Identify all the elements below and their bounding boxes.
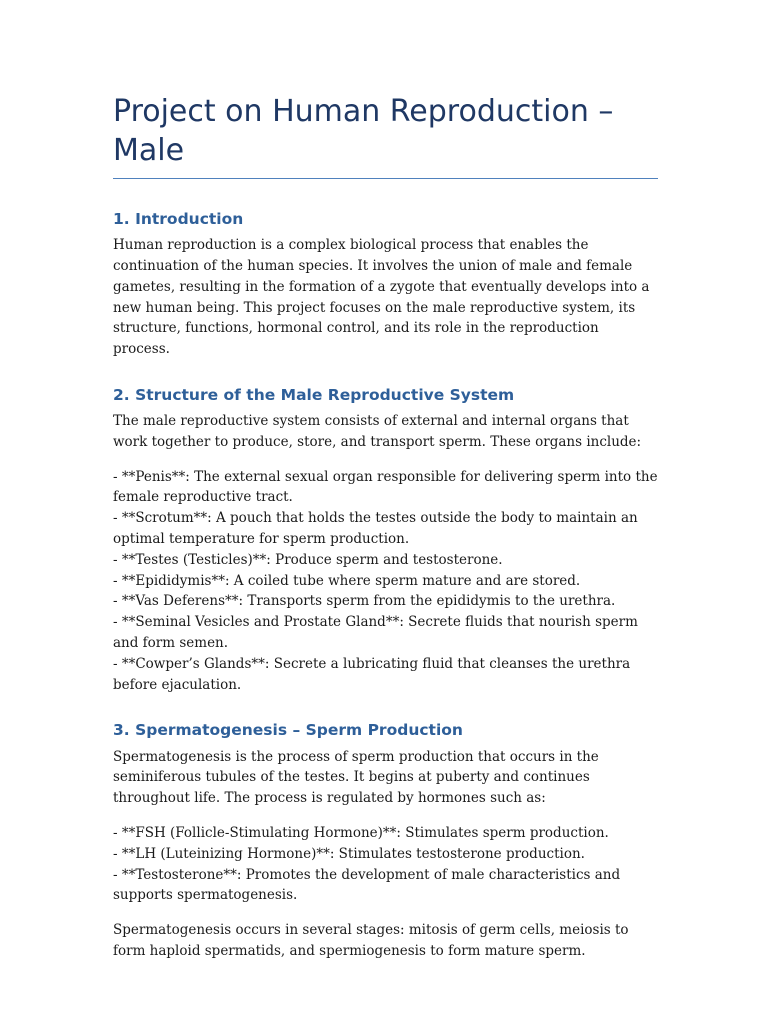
list-item: - **Seminal Vesicles and Prostate Gland**: Secrete fluids that nourish sperm and form semen.	[113, 614, 638, 652]
document-body	[113, 92, 658, 976]
list-item: - **Testes (Testicles)**: Produce sperm and testosterone.	[113, 551, 503, 568]
list-item: - **LH (Luteinizing Hormone)**: Stimulates testosterone production.	[113, 845, 585, 862]
section-paragraph: Human reproduction is a complex biological process that enables the continuation of the human species. It involves the union of male and female gametes, resulting in the formation of a zygote that eventually develops into a new human being. This project focuses on the male reproductive system, its structure, functions, hormonal control, and its role in the reproduction process.	[113, 237, 650, 358]
list-item: - **FSH (Follicle-Stimulating Hormone)**: Stimulates sperm production.	[113, 824, 609, 841]
list-item: - **Epididymis**: A coiled tube where sperm mature and are stored.	[113, 572, 581, 589]
section-heading: 1. Introduction	[113, 210, 244, 228]
page-title: Project on Human Reproduction – Male	[113, 92, 658, 179]
section-outro: Spermatogenesis occurs in several stages: mitosis of germ cells, meiosis to form haploid spermatids, and spermiogenesis to form mature sperm.	[113, 922, 629, 959]
list-item: - **Penis**: The external sexual organ responsible for delivering sperm into the female reproductive tract.	[113, 468, 658, 506]
organ-list	[113, 467, 658, 696]
list-item: - **Vas Deferens**: Transports sperm from the epididymis to the urethra.	[113, 593, 616, 610]
section-heading: 2. Structure of the Male Reproductive System	[113, 385, 515, 404]
hormone-list	[113, 823, 658, 906]
section-structure	[113, 385, 658, 696]
section-spermatogenesis	[113, 720, 658, 961]
list-item: - **Scrotum**: A pouch that holds the testes outside the body to maintain an optimal temperature for sperm production.	[113, 510, 638, 548]
section-intro: The male reproductive system consists of external and internal organs that work together to produce, store, and transport sperm. These organs include:	[113, 413, 642, 450]
list-item: - **Testosterone**: Promotes the development of male characteristics and supports spermatogenesis.	[113, 866, 621, 904]
section-heading: 3. Spermatogenesis – Sperm Production	[113, 721, 463, 740]
list-item: - **Cowper’s Glands**: Secrete a lubricating fluid that cleanses the urethra before ejaculation.	[113, 655, 631, 693]
section-intro: Spermatogenesis is the process of sperm production that occurs in the seminiferous tubules of the testes. It begins at puberty and continues throughout life. The process is regulated by hormones such as:	[113, 748, 599, 807]
section-introduction	[113, 209, 658, 360]
